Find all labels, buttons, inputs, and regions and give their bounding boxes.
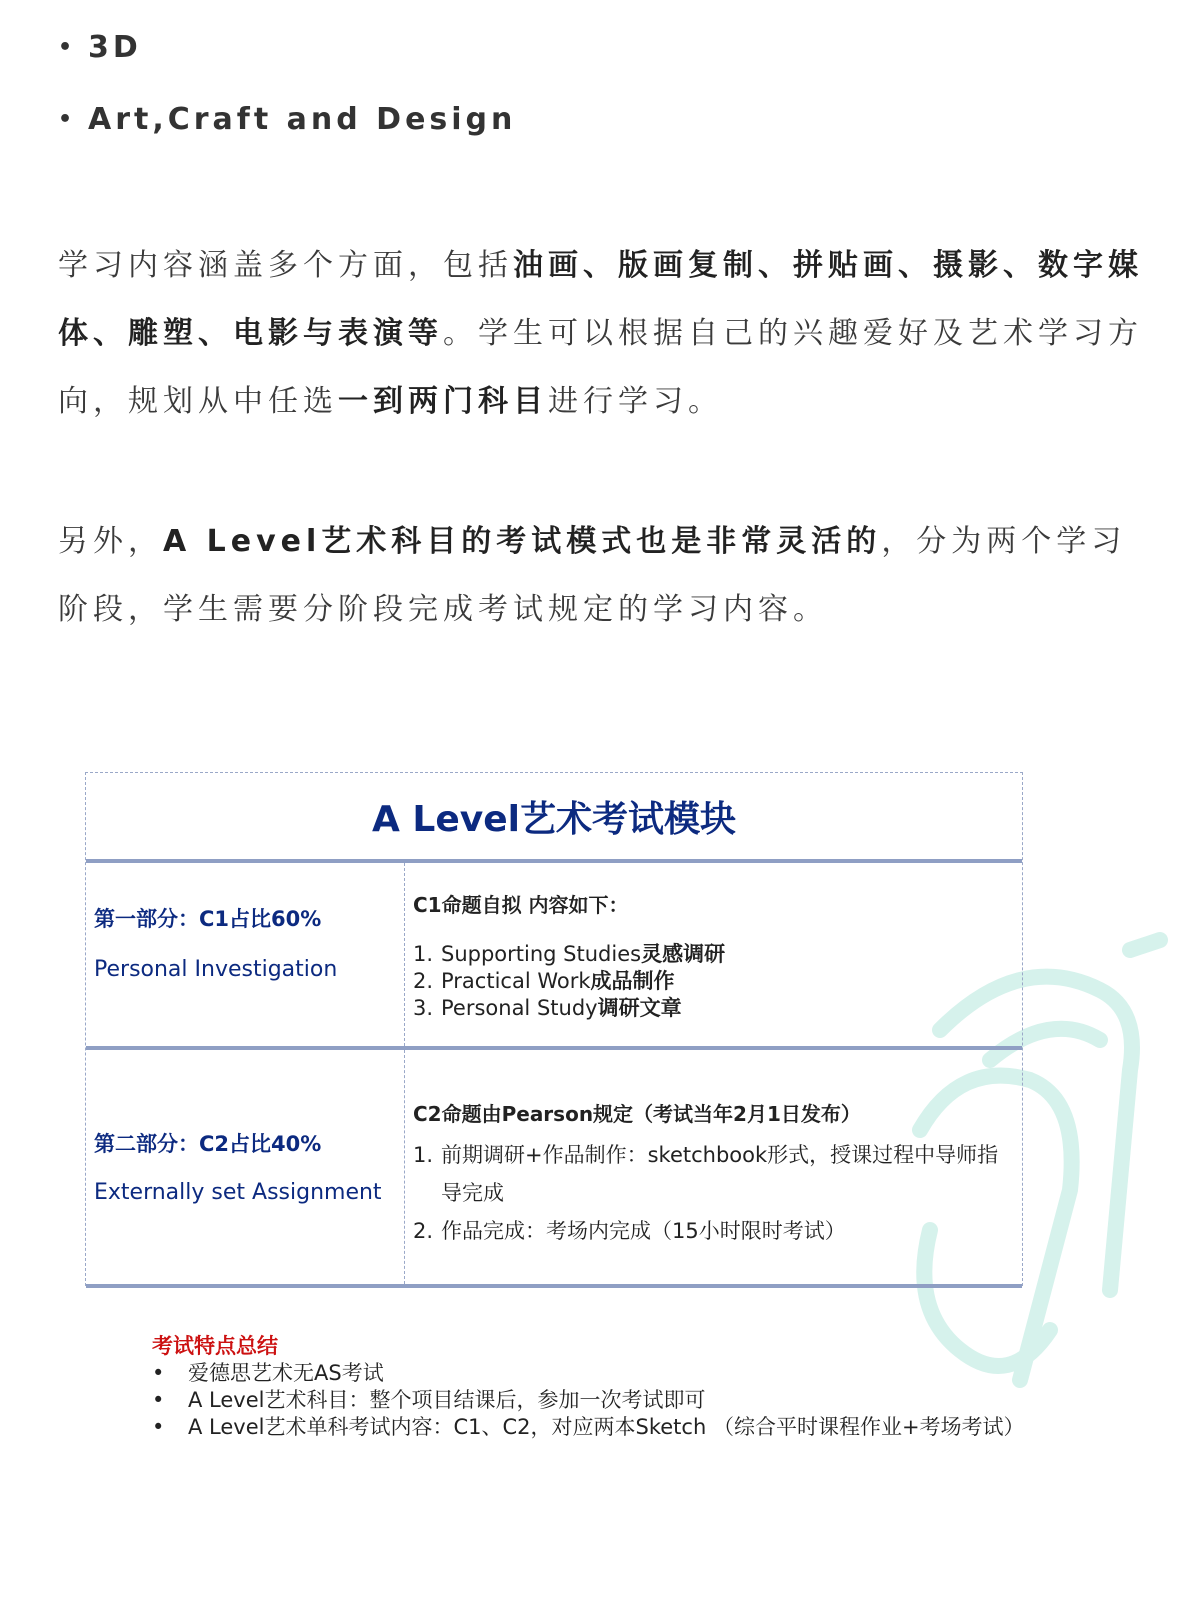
exam-module-figure [85, 772, 1025, 1288]
subject-list [58, 28, 516, 172]
list-item: • 爱德思艺术无AS考试 [152, 1361, 384, 1385]
part1-title: 第一部分：C1占比60% [94, 907, 322, 931]
subject-item: • 3D [58, 28, 516, 100]
list-item: 1. 前期调研+作品制作：sketchbook形式，授课过程中导师指导完成 [413, 1143, 999, 1205]
part2-title: 第二部分：C2占比40% [94, 1132, 322, 1156]
table-row [86, 863, 1022, 1050]
list-item: • A Level艺术单科考试内容：C1、C2，对应两本Sketch （综合平时课程作业+考场考试） [152, 1415, 1025, 1439]
summary-title: 考试特点总结 [152, 1334, 278, 1358]
part2-list [413, 1136, 1013, 1250]
subject-label: 3D [88, 30, 142, 65]
part2-heading: C2命题由Pearson规定（考试当年2月1日发布） [413, 1102, 861, 1126]
subject-item: • Art,Craft and Design [58, 100, 516, 172]
summary-list [152, 1360, 1112, 1441]
subject-label: Art,Craft and Design [88, 102, 517, 137]
list-item: 2. 作品完成：考场内完成（15小时限时考试） [413, 1219, 846, 1243]
list-item: 2. Practical Work 成品制作 [413, 969, 675, 993]
exam-module-table [85, 772, 1023, 1286]
list-item: • A Level艺术科目：整个项目结课后，参加一次考试即可 [152, 1388, 706, 1412]
part2-subtitle: Externally set Assignment [94, 1180, 382, 1205]
exam-summary [152, 1332, 1112, 1441]
table-row [86, 1050, 1022, 1288]
list-item: 1. Supporting Studies 灵感调研 [413, 942, 726, 966]
part1-heading: C1命题自拟 内容如下： [413, 893, 629, 917]
exam-mode-paragraph: 另外，A Level艺术科目的考试模式也是非常灵活的，分为两个学习阶段，学生需要分阶段完成考试规定的学习内容。 [58, 524, 1127, 627]
table-title: A Level艺术考试模块 [86, 773, 1022, 863]
content-paragraph: 学习内容涵盖多个方面，包括油画、版画复制、拼贴画、摄影、数字媒体、雕塑、电影与表演等。学生可以根据自己的兴趣爱好及艺术学习方向，规划从中任选一到两门科目进行学习。 [58, 248, 1143, 419]
part1-subtitle: Personal Investigation [94, 957, 338, 982]
part1-list [413, 941, 725, 1022]
list-item: 3. Personal Study 调研文章 [413, 996, 682, 1020]
